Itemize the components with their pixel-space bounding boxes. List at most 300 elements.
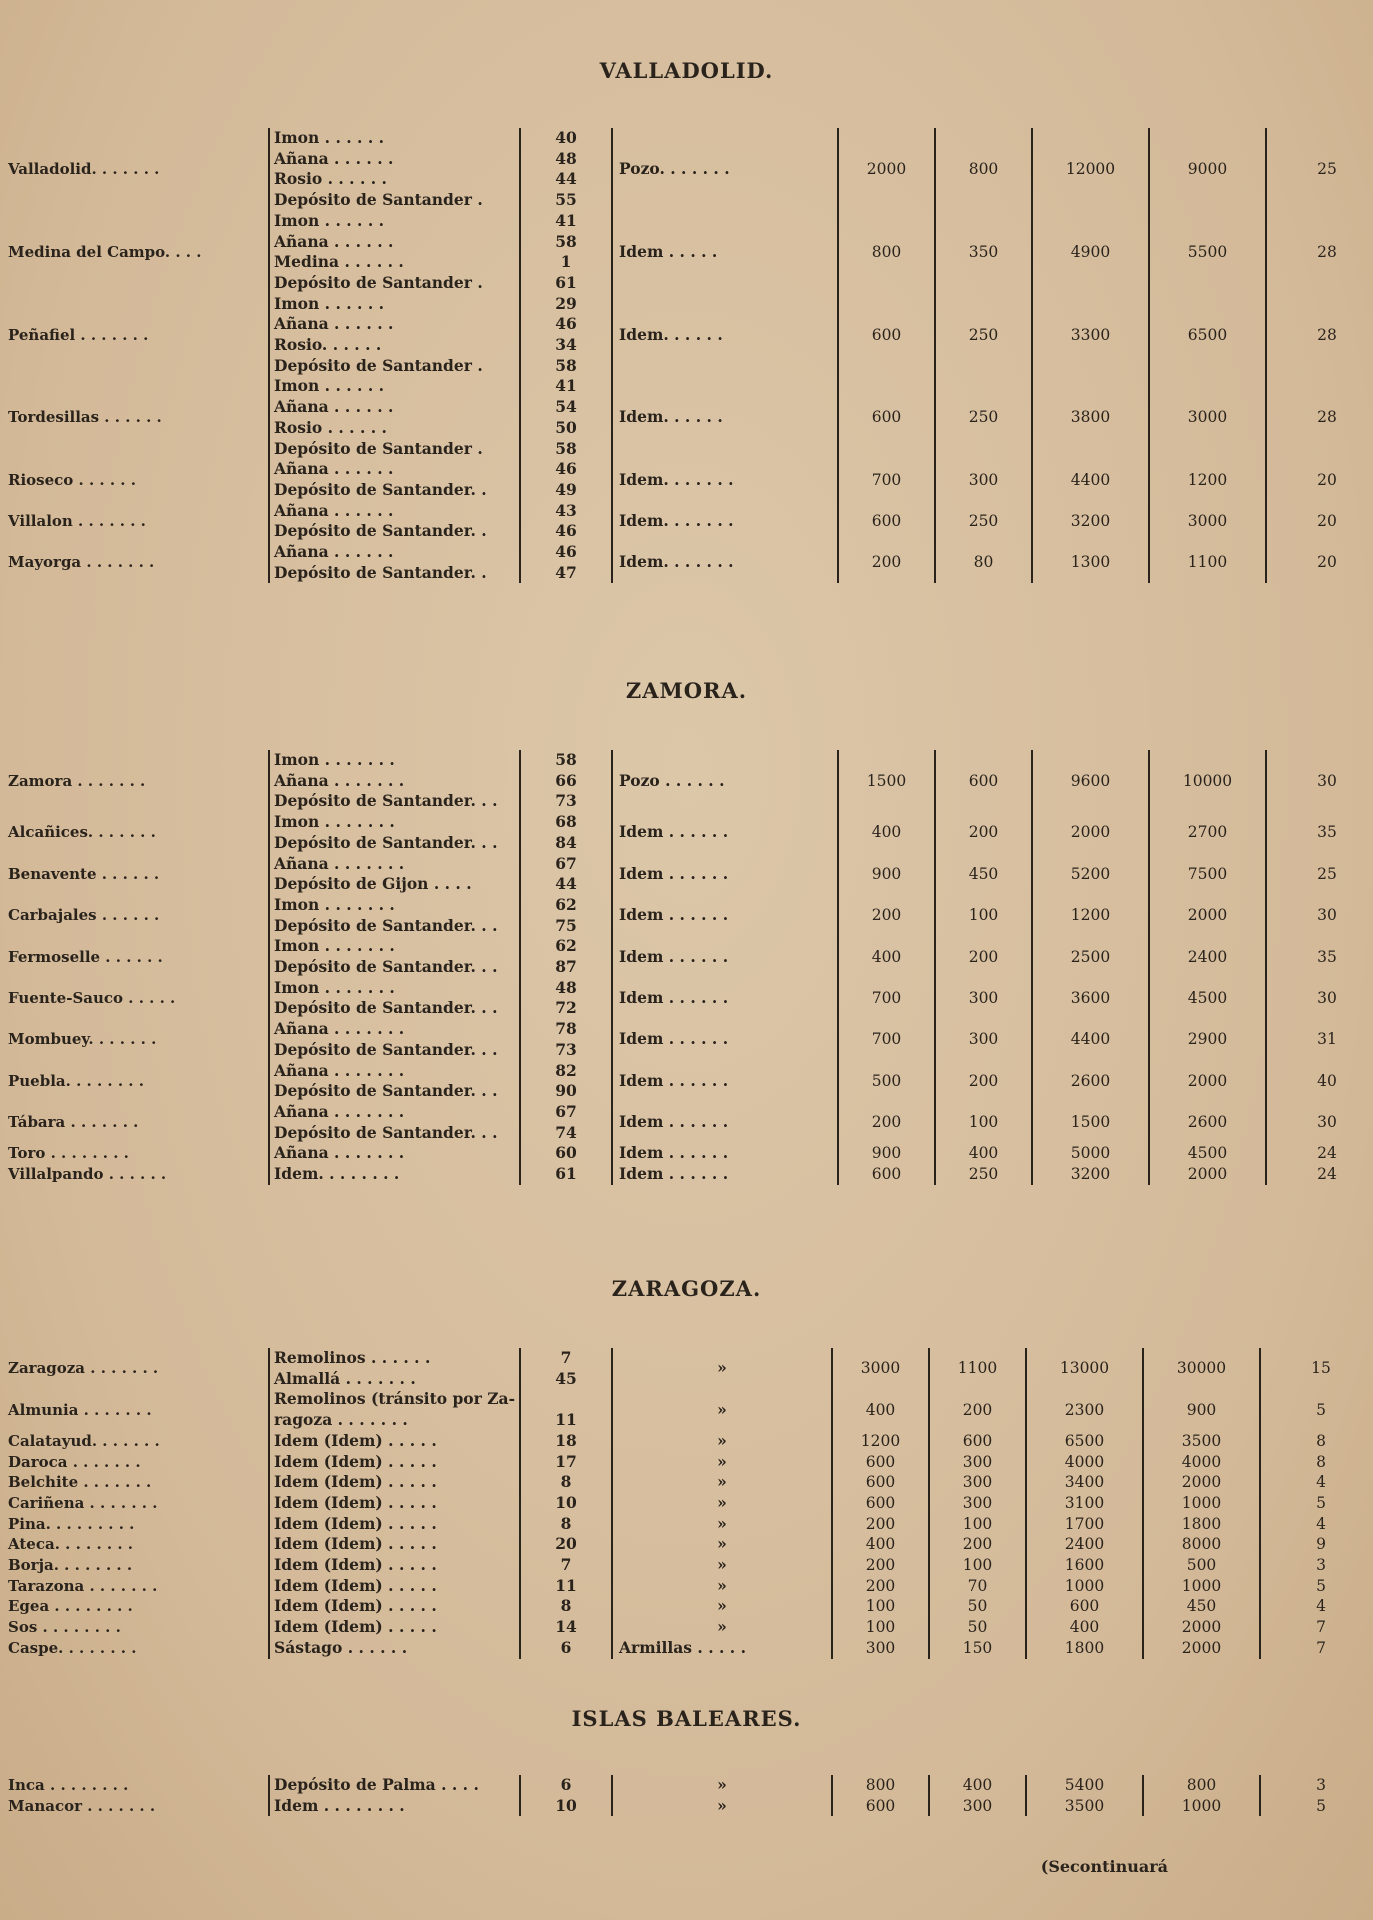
origin-list — [269, 978, 520, 1019]
town-name: Manacor . . . . . . . — [8, 1796, 156, 1815]
value-cell: 4 — [1260, 1596, 1373, 1617]
distance-item: 8 — [560, 1513, 572, 1533]
distance-item: 46 — [555, 521, 577, 541]
distance-list — [520, 1102, 612, 1143]
distance-list — [520, 812, 612, 853]
origin-item: Imon . . . . . . — [274, 293, 385, 313]
origin-item: Rosio . . . . . . — [274, 169, 387, 189]
value-cell: 15 — [1260, 1348, 1373, 1389]
origin-list — [269, 1555, 520, 1576]
value-cell: 300 — [929, 1472, 1026, 1493]
distance-list — [520, 1493, 612, 1514]
value-cell: 2000 — [1149, 895, 1266, 936]
value-cell: 300 — [929, 1452, 1026, 1473]
table-row — [0, 1534, 1373, 1555]
salt-source: » — [612, 1472, 832, 1493]
value-cell: 2000 — [1149, 1061, 1266, 1102]
value-cell: 2000 — [1143, 1472, 1260, 1493]
value-cell: 2000 — [1149, 1164, 1266, 1185]
value-cell: 100 — [929, 1514, 1026, 1535]
value-cell: 7500 — [1149, 854, 1266, 895]
origin-item: Idem (Idem) . . . . . — [274, 1596, 437, 1616]
origin-list — [269, 1617, 520, 1638]
value-cell: 5500 — [1149, 211, 1266, 294]
value-cell: 250 — [935, 501, 1032, 542]
origin-list — [269, 1348, 520, 1389]
table-row — [0, 895, 1373, 936]
value-cell: 20 — [1266, 459, 1373, 500]
origin-list — [269, 1102, 520, 1143]
value-cell: 600 — [935, 750, 1032, 812]
distance-item: 41 — [555, 210, 577, 230]
value-cell: 600 — [865, 1493, 896, 1512]
table-row — [0, 501, 1373, 542]
salt-source: Idem . . . . . . — [612, 978, 838, 1019]
town-name: Villalon . . . . . . . — [8, 512, 146, 530]
town-name: Villalpando . . . . . . — [8, 1165, 167, 1184]
distance-item: 41 — [555, 376, 577, 396]
value-cell: 8000 — [1143, 1534, 1260, 1555]
salt-source: Idem . . . . . . — [612, 1019, 838, 1060]
origin-item: Idem . . . . . . . . — [274, 1795, 405, 1815]
origin-item: Imon . . . . . . . — [274, 894, 395, 914]
value-cell: 900 — [1143, 1389, 1260, 1430]
value-cell: 9 — [1260, 1534, 1373, 1555]
value-cell: 5 — [1260, 1493, 1373, 1514]
distance-item: 46 — [555, 459, 577, 479]
origin-list — [269, 211, 520, 294]
value-cell: 28 — [1266, 376, 1373, 459]
origin-item: Imon . . . . . . — [274, 128, 385, 147]
distance-item: 45 — [555, 1368, 577, 1388]
town-name: Zaragoza . . . . . . . — [8, 1359, 159, 1378]
distance-item: 54 — [555, 397, 577, 417]
value-cell: 300 — [935, 1019, 1032, 1060]
continuation-note: (Secontinuará — [1040, 1857, 1168, 1876]
value-cell: 5000 — [1032, 1143, 1149, 1164]
origin-list — [269, 1389, 520, 1430]
salt-source: » — [612, 1775, 832, 1796]
table-row — [0, 1452, 1373, 1473]
origin-list — [269, 1534, 520, 1555]
origin-item: Idem (Idem) . . . . . — [274, 1513, 437, 1533]
value-cell: 5 — [1260, 1576, 1373, 1597]
distance-item: 20 — [555, 1534, 577, 1554]
distance-list — [520, 895, 612, 936]
value-cell: 200 — [935, 936, 1032, 977]
town-name: Belchite . . . . . . . — [8, 1473, 152, 1492]
origin-item: Imon . . . . . . — [274, 376, 385, 396]
distance-list — [520, 376, 612, 459]
distance-item: 58 — [555, 750, 577, 769]
distance-list — [520, 128, 612, 211]
distance-item: 6 — [560, 1775, 572, 1794]
salt-source: Idem . . . . . . — [612, 812, 838, 853]
origin-item: Depósito de Santander. . . — [274, 957, 498, 977]
origin-list — [269, 1431, 520, 1452]
distance-list — [520, 1348, 612, 1389]
salt-source: Idem . . . . . . — [612, 854, 838, 895]
distance-item: 8 — [560, 1596, 572, 1616]
value-cell: 3500 — [1143, 1431, 1260, 1452]
origin-list — [269, 542, 520, 583]
salt-source: Pozo. . . . . . . — [612, 128, 838, 211]
origin-item: Idem (Idem) . . . . . — [274, 1617, 437, 1637]
salt-source: » — [612, 1431, 832, 1452]
distance-item: 40 — [555, 128, 577, 147]
distance-list — [520, 1555, 612, 1576]
value-cell: 100 — [935, 1102, 1032, 1143]
value-cell: 400 — [929, 1775, 1026, 1796]
table-row — [0, 1019, 1373, 1060]
salt-source: Pozo . . . . . . — [612, 750, 838, 812]
salt-source: Idem . . . . . . — [612, 1061, 838, 1102]
distance-item: 78 — [555, 1019, 577, 1039]
value-cell: 30 — [1266, 1102, 1373, 1143]
distance-item: 29 — [555, 293, 577, 313]
origin-item: Rosio. . . . . . — [274, 335, 382, 355]
origin-item: Depósito de Santander. . . — [274, 1122, 498, 1142]
distance-item: 7 — [560, 1555, 572, 1575]
origin-item: Añana . . . . . . — [274, 459, 394, 479]
value-cell: 100 — [929, 1555, 1026, 1576]
value-cell: 1000 — [1143, 1493, 1260, 1514]
value-cell: 3300 — [1032, 294, 1149, 377]
origin-list — [269, 750, 520, 812]
distance-item: 90 — [555, 1081, 577, 1101]
origin-item: Imon . . . . . . — [274, 210, 385, 230]
value-cell: 900 — [871, 864, 902, 883]
table-row — [0, 1775, 1373, 1796]
table-row — [0, 1164, 1373, 1185]
value-cell: 50 — [929, 1596, 1026, 1617]
value-cell: 1200 — [860, 1431, 901, 1450]
value-cell: 300 — [865, 1638, 896, 1657]
table-row — [0, 1143, 1373, 1164]
distance-list — [520, 542, 612, 583]
distance-item: 58 — [555, 438, 577, 458]
distance-item: 8 — [560, 1472, 572, 1492]
distance-item: 10 — [555, 1492, 577, 1512]
value-cell: 200 — [865, 1556, 896, 1575]
value-cell: 200 — [929, 1389, 1026, 1430]
table-row — [0, 854, 1373, 895]
origin-item: Rosio . . . . . . — [274, 417, 387, 437]
town-name: Inca . . . . . . . . — [8, 1776, 129, 1794]
value-cell: 2000 — [866, 160, 907, 179]
distance-item: 62 — [555, 936, 577, 956]
distance-item: 14 — [555, 1617, 577, 1637]
distance-list — [520, 1389, 612, 1430]
distance-list — [520, 1576, 612, 1597]
value-cell: 4400 — [1032, 459, 1149, 500]
town-name: Mombuey. . . . . . . — [8, 1030, 157, 1049]
salt-source: Idem. . . . . . . — [612, 542, 838, 583]
distance-item: 68 — [555, 812, 577, 832]
value-cell: 400 — [871, 947, 902, 966]
salt-source: Armillas . . . . . — [612, 1638, 832, 1659]
value-cell: 5400 — [1026, 1775, 1143, 1796]
origin-item: Depósito de Santander. . — [274, 521, 487, 541]
zamora-table — [0, 750, 1373, 1185]
table-row — [0, 750, 1373, 812]
value-cell: 20 — [1266, 542, 1373, 583]
value-cell: 800 — [1143, 1775, 1260, 1796]
value-cell: 3600 — [1032, 978, 1149, 1019]
origin-item: Remolinos . . . . . . — [274, 1348, 431, 1367]
value-cell: 40 — [1266, 1061, 1373, 1102]
value-cell: 400 — [871, 823, 902, 842]
distance-item: 73 — [555, 791, 577, 811]
value-cell: 800 — [935, 128, 1032, 211]
value-cell: 200 — [929, 1534, 1026, 1555]
table-row — [0, 459, 1373, 500]
distance-item: 44 — [555, 169, 577, 189]
distance-list — [520, 1617, 612, 1638]
town-name: Benavente . . . . . . — [8, 864, 160, 883]
origin-list — [269, 895, 520, 936]
value-cell: 600 — [871, 325, 902, 344]
distance-item: 82 — [555, 1060, 577, 1080]
table-row — [0, 1102, 1373, 1143]
distance-item: 87 — [555, 957, 577, 977]
value-cell: 2000 — [1143, 1617, 1260, 1638]
section-baleares-title: ISLAS BALEARES. — [571, 1706, 802, 1731]
table-row — [0, 1596, 1373, 1617]
value-cell: 8 — [1260, 1431, 1373, 1452]
table-row — [0, 128, 1373, 211]
section-zamora-title: ZAMORA. — [625, 678, 748, 703]
origin-list — [269, 1452, 520, 1473]
value-cell: 800 — [871, 242, 902, 261]
distance-item: 48 — [555, 148, 577, 168]
distance-item: 60 — [555, 1143, 577, 1163]
value-cell: 1500 — [1032, 1102, 1149, 1143]
origin-item: Sástago . . . . . . — [274, 1637, 408, 1657]
table-row — [0, 1555, 1373, 1576]
value-cell: 600 — [871, 408, 902, 427]
distance-item: 10 — [555, 1795, 577, 1815]
value-cell: 200 — [871, 553, 902, 572]
origin-list — [269, 1493, 520, 1514]
value-cell: 700 — [871, 470, 902, 489]
value-cell: 3800 — [1032, 376, 1149, 459]
distance-item: 17 — [555, 1451, 577, 1471]
distance-list — [520, 294, 612, 377]
origin-item: Depósito de Santander . — [274, 272, 483, 292]
distance-item: 73 — [555, 1039, 577, 1059]
value-cell: 9000 — [1149, 128, 1266, 211]
origin-item: Idem (Idem) . . . . . — [274, 1555, 437, 1575]
value-cell: 20 — [1266, 501, 1373, 542]
origin-item: Añana . . . . . . — [274, 314, 394, 334]
valladolid-table — [0, 128, 1373, 583]
value-cell: 2700 — [1149, 812, 1266, 853]
origin-item: Añana . . . . . . . — [274, 770, 405, 790]
table-row — [0, 1638, 1373, 1659]
distance-item: 48 — [555, 977, 577, 997]
value-cell: 600 — [871, 512, 902, 530]
distance-item: 67 — [555, 853, 577, 873]
origin-item: Depósito de Palma . . . . — [274, 1775, 479, 1794]
value-cell: 2500 — [1032, 936, 1149, 977]
distance-list — [520, 1534, 612, 1555]
value-cell: 900 — [871, 1144, 902, 1163]
town-name: Tordesillas . . . . . . — [8, 408, 162, 427]
salt-source: Idem . . . . . — [612, 211, 838, 294]
distance-item: 34 — [555, 335, 577, 355]
value-cell: 3400 — [1026, 1472, 1143, 1493]
distance-list — [520, 1775, 612, 1796]
value-cell: 1200 — [1149, 459, 1266, 500]
table-row — [0, 1348, 1373, 1389]
town-name: Zamora . . . . . . . — [8, 771, 146, 790]
distance-list — [520, 1019, 612, 1060]
origin-item: Añana . . . . . . . — [274, 1143, 405, 1163]
origin-item: Idem (Idem) . . . . . — [274, 1492, 437, 1512]
value-cell: 600 — [929, 1431, 1026, 1452]
distance-item: 74 — [555, 1122, 577, 1142]
origin-list — [269, 128, 520, 211]
value-cell: 200 — [865, 1576, 896, 1595]
origin-item: ragoza . . . . . . . — [274, 1410, 408, 1430]
value-cell: 2300 — [1026, 1389, 1143, 1430]
salt-source: » — [612, 1576, 832, 1597]
distance-item — [521, 1389, 611, 1410]
value-cell: 3500 — [1026, 1796, 1143, 1817]
distance-item: 1 — [560, 252, 572, 272]
origin-item: Añana . . . . . . . — [274, 853, 405, 873]
value-cell: 1000 — [1143, 1576, 1260, 1597]
distance-list — [520, 1143, 612, 1164]
value-cell: 300 — [935, 459, 1032, 500]
value-cell: 600 — [865, 1796, 896, 1815]
salt-source: Idem. . . . . . — [612, 376, 838, 459]
value-cell: 8 — [1260, 1452, 1373, 1473]
value-cell: 600 — [871, 1165, 902, 1184]
origin-list — [269, 812, 520, 853]
value-cell: 450 — [1143, 1596, 1260, 1617]
value-cell: 4500 — [1149, 978, 1266, 1019]
salt-source: Idem. . . . . . — [612, 294, 838, 377]
salt-source: » — [612, 1389, 832, 1430]
town-name: Fuente-Sauco . . . . . — [8, 989, 176, 1008]
value-cell: 6500 — [1149, 294, 1266, 377]
value-cell: 10000 — [1149, 750, 1266, 812]
salt-source: » — [612, 1452, 832, 1473]
value-cell: 700 — [871, 989, 902, 1008]
salt-source: » — [612, 1555, 832, 1576]
origin-item: Depósito de Gijon . . . . — [274, 874, 472, 894]
origin-item: Almallá . . . . . . . — [274, 1368, 416, 1388]
town-name: Mayorga . . . . . . . — [8, 553, 155, 572]
distance-item: 58 — [555, 231, 577, 251]
value-cell: 3 — [1260, 1775, 1373, 1796]
town-name: Fermoselle . . . . . . — [8, 947, 163, 966]
value-cell: 13000 — [1026, 1348, 1143, 1389]
value-cell: 2600 — [1149, 1102, 1266, 1143]
value-cell: 24 — [1266, 1143, 1373, 1164]
value-cell: 5 — [1260, 1389, 1373, 1430]
value-cell: 9600 — [1032, 750, 1149, 812]
section-valladolid-title: VALLADOLID. — [599, 58, 774, 83]
distance-item: 61 — [555, 272, 577, 292]
value-cell: 35 — [1266, 936, 1373, 977]
origin-item: Idem (Idem) . . . . . — [274, 1451, 437, 1471]
salt-source: Idem. . . . . . . — [612, 501, 838, 542]
value-cell: 450 — [935, 854, 1032, 895]
value-cell: 28 — [1266, 211, 1373, 294]
origin-list — [269, 501, 520, 542]
distance-list — [520, 1452, 612, 1473]
table-row — [0, 211, 1373, 294]
value-cell: 7 — [1260, 1638, 1373, 1659]
value-cell: 300 — [929, 1493, 1026, 1514]
distance-list — [520, 501, 612, 542]
distance-item: 50 — [555, 417, 577, 437]
value-cell: 1300 — [1032, 542, 1149, 583]
distance-item: 11 — [555, 1410, 577, 1430]
zaragoza-table — [0, 1348, 1373, 1659]
origin-item: Añana . . . . . . — [274, 148, 394, 168]
origin-list — [269, 1775, 520, 1796]
value-cell: 28 — [1266, 294, 1373, 377]
table-row — [0, 542, 1373, 583]
salt-source: » — [612, 1534, 832, 1555]
origin-list — [269, 1796, 520, 1817]
origin-item: Imon . . . . . . . — [274, 812, 395, 832]
town-name: Toro . . . . . . . . — [8, 1144, 129, 1163]
origin-item: Imon . . . . . . . — [274, 936, 395, 956]
origin-list — [269, 1019, 520, 1060]
distance-list — [520, 1164, 612, 1185]
origin-item: Añana . . . . . . . — [274, 1101, 405, 1121]
value-cell: 2400 — [1149, 936, 1266, 977]
origin-item: Idem (Idem) . . . . . — [274, 1430, 437, 1450]
salt-source: Idem . . . . . . — [612, 936, 838, 977]
town-name: Borja. . . . . . . . — [8, 1556, 133, 1575]
origin-item: Medina . . . . . . — [274, 252, 404, 272]
origin-item: Idem (Idem) . . . . . — [274, 1472, 437, 1492]
distance-item: 75 — [555, 915, 577, 935]
origin-item: Depósito de Santander. . . — [274, 832, 498, 852]
origin-item: Añana . . . . . . . — [274, 1019, 405, 1039]
origin-item: Añana . . . . . . — [274, 542, 394, 562]
town-name: Egea . . . . . . . . — [8, 1597, 133, 1616]
value-cell: 2900 — [1149, 1019, 1266, 1060]
value-cell: 30 — [1266, 978, 1373, 1019]
distance-list — [520, 1638, 612, 1659]
distance-item: 6 — [560, 1637, 572, 1657]
town-name: Tábara . . . . . . . — [8, 1113, 139, 1132]
table-row — [0, 294, 1373, 377]
value-cell: 5 — [1260, 1796, 1373, 1817]
town-name: Medina del Campo. . . . — [8, 242, 202, 261]
distance-item: 84 — [555, 832, 577, 852]
origin-item: Añana . . . . . . — [274, 500, 394, 520]
origin-item: Depósito de Santander . — [274, 190, 483, 210]
distance-item: 55 — [555, 190, 577, 210]
value-cell: 2000 — [1143, 1638, 1260, 1659]
value-cell: 25 — [1266, 854, 1373, 895]
origin-list — [269, 1514, 520, 1535]
value-cell: 600 — [865, 1473, 896, 1492]
town-name: Ateca. . . . . . . . — [8, 1535, 134, 1554]
town-name: Almunia . . . . . . . — [8, 1400, 152, 1419]
salt-source: » — [612, 1493, 832, 1514]
town-name: Caspe. . . . . . . . — [8, 1638, 137, 1657]
origin-item: Depósito de Santander. . . — [274, 1081, 498, 1101]
